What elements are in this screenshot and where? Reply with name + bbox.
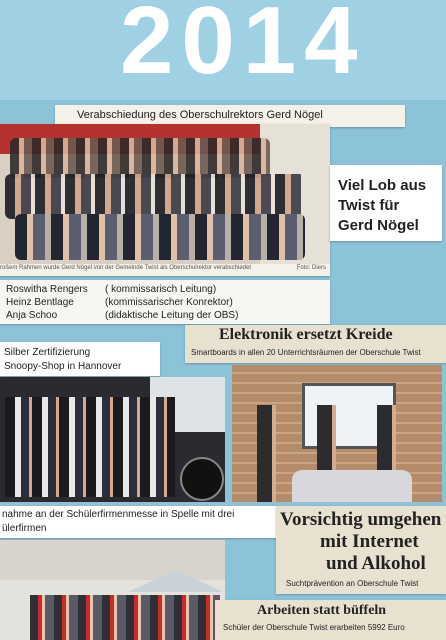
group-photo <box>0 124 330 264</box>
praise-line-1: Viel Lob aus <box>338 177 427 194</box>
praise-line-3: Gerd Nögel <box>338 217 419 234</box>
leadership-list <box>0 280 330 324</box>
crowd-front-row <box>15 214 305 260</box>
work-headline: Arbeiten statt büffeln <box>257 603 387 618</box>
fair-visitors <box>30 595 220 640</box>
fair-line-1: nahme an der Schülerfirmenmesse in Spelle mit drei <box>2 509 235 520</box>
smartboard-photo <box>232 365 442 502</box>
students-group <box>5 397 175 497</box>
internet-subline: Suchtprävention an Oberschule Twist <box>286 579 419 588</box>
leader-name-3: Anja Schoo <box>6 310 58 321</box>
farewell-headline: Verabschiedung des Oberschulrektors Gerd Nögel <box>77 109 323 121</box>
crowd-middle-row <box>5 174 305 219</box>
electronics-headline: Elektronik ersetzt Kreide <box>219 326 393 343</box>
praise-clipping <box>330 165 442 241</box>
internet-line-1: Vorsichtig umgehen <box>280 509 442 530</box>
audience <box>292 470 412 502</box>
fair-photo <box>0 540 225 640</box>
farewell-photo-clipping <box>0 124 330 276</box>
praise-line-2: Twist für <box>338 197 400 214</box>
year-banner <box>0 0 446 100</box>
photo-caption: roßem Rahmen wurde Gerd Nögel von der Gemeinde Twist als Oberschulrektor verabschiedet <box>0 265 252 271</box>
fair-caption <box>0 506 276 538</box>
fair-line-2: ülerfirmen <box>2 523 47 534</box>
internet-clipping <box>276 506 446 594</box>
crowd-back-row <box>10 138 270 178</box>
leader-role-3: (didaktische Leitung der OBS) <box>105 310 239 321</box>
leader-role-2: (kommissarischer Konrektor) <box>105 297 233 308</box>
electronics-subline: Smartboards in allen 20 Unterrichtsräumen der Oberschule Twist <box>191 348 421 357</box>
silver-line-2: Snoopy-Shop in Hannover <box>4 361 122 372</box>
internet-line-2: mit Internet <box>320 531 419 552</box>
year-title: 2014 <box>120 0 366 94</box>
silver-certification <box>0 342 160 376</box>
silver-line-1: Silber Zertifizierung <box>4 347 91 358</box>
leader-role-1: ( kommissarisch Leitung) <box>105 284 217 295</box>
photo-credit: Foto: Diers <box>296 265 326 271</box>
students-stage-photo <box>0 377 225 502</box>
internet-line-3: und Alkohol <box>326 553 426 574</box>
work-subline: Schüler der Oberschule Twist erarbeiten 5992 Euro <box>223 623 405 632</box>
drum-kit <box>180 457 224 501</box>
leader-name-2: Heinz Bentlage <box>6 297 74 308</box>
hall-wall <box>0 540 225 580</box>
electronics-headline-clipping <box>185 325 446 363</box>
work-clipping <box>215 600 446 640</box>
leader-name-1: Roswitha Rengers <box>6 284 88 295</box>
